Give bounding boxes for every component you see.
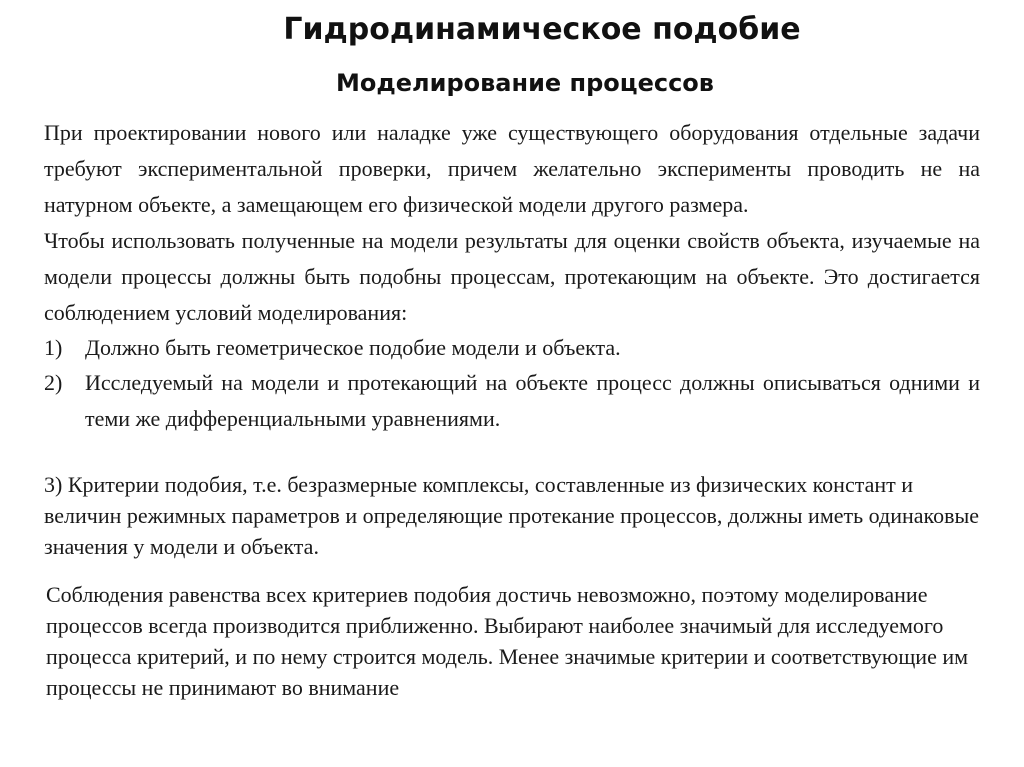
condition-three-block bbox=[44, 469, 980, 562]
list-item bbox=[44, 331, 980, 365]
list-item-number: 1) bbox=[44, 335, 63, 360]
slide-subtitle: Моделирование процессов bbox=[336, 69, 714, 97]
condition-three-text: 3) Критерии подобия, т.е. безразмерные комплексы, составленные из физических констант и величин режимных параметров и определяющие протекание процессов, должны иметь одинаковые значения у модели и объекта. bbox=[44, 472, 980, 559]
list-item-text: Исследуемый на модели и протекающий на объекте процесс должны описываться одними и теми же дифференциальными уравнениями. bbox=[85, 370, 980, 431]
slide-title: Гидродинамическое подобие bbox=[283, 12, 801, 47]
conditions-list bbox=[44, 331, 980, 437]
list-item-number: 2) bbox=[44, 370, 63, 395]
intro-paragraph: При проектировании нового или наладке уже существующего оборудования отдельные задачи требуют экспериментальной проверки, причем желательно эксперименты проводить не на натурном объекте, а замещающем его физической модели другого размера. bbox=[44, 120, 980, 217]
list-item bbox=[44, 365, 980, 437]
main-text-block bbox=[44, 115, 980, 437]
conclusion-block bbox=[46, 579, 982, 703]
conclusion-text: Соблюдения равенства всех критериев подобия достичь невозможно, поэтому моделирование процессов всегда производится приближенно. Выбирают наиболее значимый для исследуемого процесса критерий, и по нему строится модель. Менее значимые критерии и соответствующие им процессы не принимают во внимание bbox=[46, 582, 969, 700]
modeling-conditions-paragraph: Чтобы использовать полученные на модели результаты для оценки свойств объекта, изучаемые на модели процессы должны быть подобны процессам, протекающим на объекте. Это достигается соблюдением условий моделирования: bbox=[44, 228, 980, 325]
list-item-text: Должно быть геометрическое подобие модели и объекта. bbox=[85, 335, 621, 360]
